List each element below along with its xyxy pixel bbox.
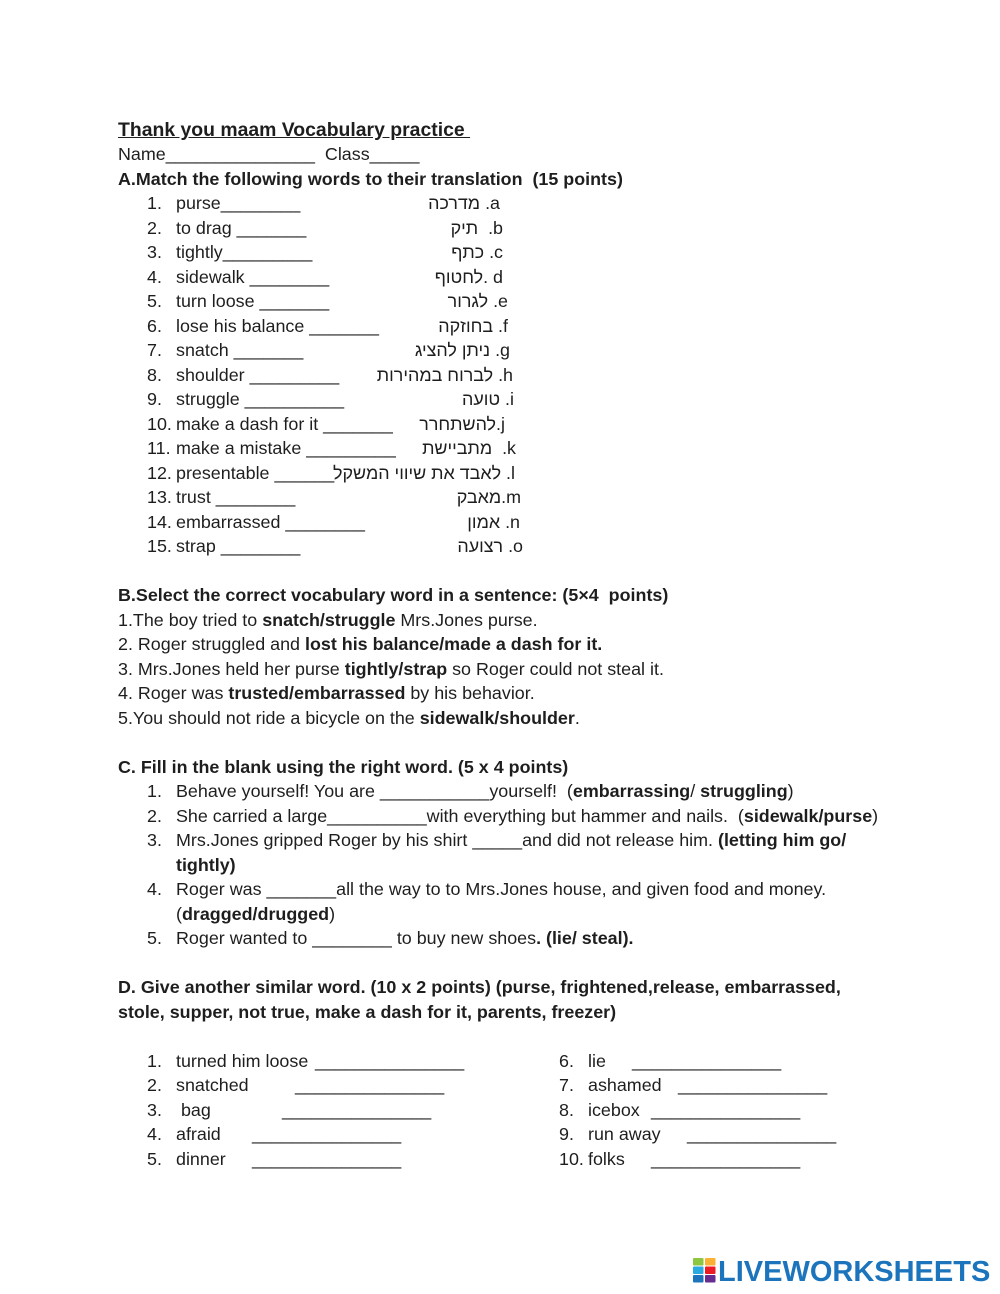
item-number: 6. <box>559 1050 574 1071</box>
item-number: 4. <box>147 879 162 900</box>
hebrew-translation: e. לגרור <box>447 291 508 312</box>
prompt-word: bag <box>176 1099 211 1120</box>
section-a-item <box>118 387 978 412</box>
sentence-text: ) <box>329 903 336 924</box>
section-d-heading-line-1: D. Give another similar word. (10 x 2 points) (purse, frightened,release, embarrassed, <box>118 977 841 998</box>
sentence-text: Mrs.Jones purse. <box>395 609 538 630</box>
section-a-item <box>118 191 978 216</box>
section-a-item <box>118 363 978 388</box>
section-c-item <box>118 804 978 829</box>
item-number: 9. <box>147 389 162 410</box>
section-a-item <box>118 216 978 241</box>
sentence-text: Roger wanted to ________ to buy new shoes <box>176 928 537 949</box>
item-number: 3. <box>147 242 162 263</box>
item-number: 5. <box>147 291 162 312</box>
section-b-sentences <box>118 608 978 731</box>
blank-line <box>118 1024 978 1049</box>
item-number: 11. <box>147 438 171 459</box>
worksheet-title: Thank you maam Vocabulary practice <box>118 118 471 141</box>
liveworksheets-logo <box>693 1256 993 1286</box>
section-a-item <box>118 461 978 486</box>
sentence-text: ( <box>176 903 182 924</box>
section-a-item <box>118 412 978 437</box>
item-text <box>176 877 826 902</box>
section-b-sentence <box>118 608 978 633</box>
answer-blank: _______________ <box>252 1148 402 1169</box>
answer-choices: snatch/struggle <box>262 609 396 630</box>
item-number: 6. <box>147 315 162 336</box>
item-number: 2. <box>147 1075 162 1096</box>
prompt-word: dinner <box>176 1148 226 1169</box>
section-d-row <box>118 1073 978 1098</box>
answer-blank: _______________ <box>252 1124 402 1145</box>
section-c-item <box>118 877 978 902</box>
section-c-heading: C. Fill in the blank using the right word. (5 x 4 points) <box>118 756 569 777</box>
section-c-item <box>118 779 978 804</box>
prompt-word: folks <box>588 1148 625 1169</box>
sentence-text: 1.The boy tried to <box>118 609 263 630</box>
answer-blank: _______________ <box>282 1099 432 1120</box>
vocabulary-word: struggle __________ <box>176 389 345 410</box>
section-a-item <box>118 289 978 314</box>
item-text <box>176 779 794 804</box>
logo-square-red <box>705 1267 716 1275</box>
prompt-word: snatched <box>176 1075 249 1096</box>
item-number: 12. <box>147 462 172 483</box>
item-text <box>176 902 335 927</box>
prompt-word: icebox <box>588 1099 640 1120</box>
section-a-list <box>118 191 978 559</box>
section-a-item <box>118 240 978 265</box>
vocabulary-word: snatch _______ <box>176 340 304 361</box>
vocabulary-word: presentable ______ <box>176 462 335 483</box>
section-b-sentence <box>118 681 978 706</box>
vocabulary-word: lose his balance _______ <box>176 315 379 336</box>
vocabulary-word: shoulder _________ <box>176 364 340 385</box>
hebrew-translation: k. מתביישת <box>422 438 516 459</box>
hebrew-translation: l. לאבד את שיווי המשקל <box>333 462 515 483</box>
prompt-word: afraid <box>176 1124 221 1145</box>
item-number: 1. <box>147 193 162 214</box>
vocabulary-word: strap ________ <box>176 536 301 557</box>
item-number: 8. <box>559 1099 574 1120</box>
item-number: 14. <box>147 511 172 532</box>
vocabulary-word: to drag _______ <box>176 217 307 238</box>
section-a-item <box>118 510 978 535</box>
hebrew-translation: i. טועה <box>461 389 514 410</box>
item-number: 1. <box>147 781 162 802</box>
answer-choices: (letting him go/ <box>718 830 847 851</box>
answer-choices: . (lie/ steal). <box>536 928 634 949</box>
section-c-list <box>118 779 978 951</box>
item-text <box>176 804 878 829</box>
sentence-text: ) <box>872 805 879 826</box>
hebrew-translation: o. רצועה <box>457 536 523 557</box>
item-text <box>176 853 236 878</box>
item-number: 10. <box>559 1148 584 1169</box>
vocabulary-word: turn loose _______ <box>176 291 330 312</box>
sentence-text: . <box>574 707 580 728</box>
hebrew-translation: c. כתף <box>451 242 503 263</box>
item-number: 9. <box>559 1124 574 1145</box>
section-a-item <box>118 485 978 510</box>
section-c-item-continuation <box>118 902 978 927</box>
blank-line <box>118 559 978 584</box>
logo-square-purple <box>705 1275 716 1283</box>
prompt-word: run away <box>588 1124 661 1145</box>
section-a-item <box>118 265 978 290</box>
item-number: 7. <box>147 340 162 361</box>
logo-square-blue <box>693 1275 704 1283</box>
item-number: 3. <box>147 830 162 851</box>
item-number: 7. <box>559 1075 574 1096</box>
sentence-text: 5.You should not ride a bicycle on the <box>118 707 420 728</box>
vocabulary-word: purse________ <box>176 193 301 214</box>
sentence-text: by his behavior. <box>405 683 535 704</box>
section-c-item <box>118 926 978 951</box>
section-a-item <box>118 534 978 559</box>
logo-square-yellow <box>705 1258 716 1266</box>
section-a-item <box>118 338 978 363</box>
sentence-text: so Roger could not steal it. <box>447 658 664 679</box>
section-a-item <box>118 314 978 339</box>
answer-choices: sidewalk/shoulder <box>419 707 575 728</box>
answer-blank: _______________ <box>632 1050 782 1071</box>
hebrew-translation: d .לחטוף <box>434 266 503 287</box>
worksheet <box>118 118 978 1172</box>
answer-blank: _______________ <box>678 1075 828 1096</box>
hebrew-translation: h. לברוח במהירות <box>376 364 513 385</box>
vocabulary-word: embarrassed ________ <box>176 511 365 532</box>
answer-choices: tightly/strap <box>344 658 448 679</box>
item-number: 2. <box>147 217 162 238</box>
sentence-text: 4. Roger was <box>118 683 229 704</box>
hebrew-translation: a. מדרכה <box>428 193 500 214</box>
blank-line <box>118 730 978 755</box>
sentence-text: 2. Roger struggled and <box>118 634 305 655</box>
prompt-word: lie <box>588 1050 606 1071</box>
section-b-sentence <box>118 632 978 657</box>
answer-choices: lost his balance/made a dash for it. <box>304 634 603 655</box>
vocabulary-word: make a mistake _________ <box>176 438 396 459</box>
section-c-item <box>118 828 978 853</box>
item-number: 13. <box>147 487 172 508</box>
section-a-item <box>118 436 978 461</box>
vocabulary-word: sidewalk ________ <box>176 266 330 287</box>
sentence-text: ) <box>787 781 794 802</box>
prompt-word: turned him loose <box>176 1050 309 1071</box>
item-number: 3. <box>147 1099 162 1120</box>
hebrew-translation: g. ניתן להציג <box>414 340 510 361</box>
item-number: 8. <box>147 364 162 385</box>
sentence-text: Mrs.Jones gripped Roger by his shirt _____and did not release him. <box>176 830 718 851</box>
liveworksheets-logo-text: LIVEWORKSHEETS <box>718 1255 991 1288</box>
logo-square-lightblue <box>693 1267 704 1275</box>
section-b-sentence <box>118 706 978 731</box>
answer-blank: _______________ <box>687 1124 837 1145</box>
section-c-item-continuation <box>118 853 978 878</box>
section-d-list <box>118 1049 978 1172</box>
answer-blank: _______________ <box>315 1050 465 1071</box>
liveworksheets-logo-icon <box>693 1258 716 1283</box>
item-text <box>176 926 634 951</box>
section-d-row <box>118 1122 978 1147</box>
hebrew-translation: b. תיק <box>450 217 503 238</box>
sentence-text: Roger was _______all the way to to Mrs.Jones house, and given food and money. <box>176 879 827 900</box>
answer-choices: tightly) <box>176 854 236 875</box>
item-number: 5. <box>147 1148 162 1169</box>
item-number: 1. <box>147 1050 162 1071</box>
blank-line <box>118 951 978 976</box>
answer-choices: trusted/embarrassed <box>228 683 406 704</box>
section-d-row <box>118 1098 978 1123</box>
answer-blank: _______________ <box>651 1148 801 1169</box>
section-b-sentence <box>118 657 978 682</box>
vocabulary-word: make a dash for it _______ <box>176 413 393 434</box>
item-number: 4. <box>147 1124 162 1145</box>
vocabulary-word: trust ________ <box>176 487 296 508</box>
vocabulary-word: tightly_________ <box>176 242 313 263</box>
hebrew-translation: j.להשתחרר <box>419 413 505 434</box>
answer-choices: dragged/drugged <box>181 903 330 924</box>
hebrew-translation: m.מאבק <box>456 487 521 508</box>
section-d-row <box>118 1049 978 1074</box>
prompt-word: ashamed <box>588 1075 662 1096</box>
answer-choices: sidewalk/purse <box>743 805 873 826</box>
logo-square-green <box>693 1258 704 1266</box>
sentence-text: / <box>690 781 701 802</box>
sentence-text: She carried a large__________with everything but hammer and nails. ( <box>176 805 744 826</box>
item-text <box>176 828 846 853</box>
hebrew-translation: f. בחוזקה <box>438 315 508 336</box>
section-b-heading: B.Select the correct vocabulary word in a sentence: (5×4 points) <box>118 585 669 606</box>
item-number: 5. <box>147 928 162 949</box>
name-class-line: Name_______________ Class_____ <box>118 144 420 165</box>
item-number: 4. <box>147 266 162 287</box>
answer-choices: struggling <box>700 781 788 802</box>
hebrew-translation: n. אמון <box>467 511 520 532</box>
section-d-row <box>118 1147 978 1172</box>
answer-choices: embarrassing <box>572 781 691 802</box>
item-number: 2. <box>147 805 162 826</box>
section-d-heading-line-2: stole, supper, not true, make a dash for it, parents, freezer) <box>118 1001 617 1022</box>
item-number: 15. <box>147 536 172 557</box>
sentence-text: Behave yourself! You are ___________yourself! ( <box>176 781 573 802</box>
answer-blank: _______________ <box>651 1099 801 1120</box>
section-a-heading: A.Match the following words to their translation (15 points) <box>118 168 623 189</box>
answer-blank: _______________ <box>295 1075 445 1096</box>
sentence-text: 3. Mrs.Jones held her purse <box>118 658 345 679</box>
item-number: 10. <box>147 413 172 434</box>
